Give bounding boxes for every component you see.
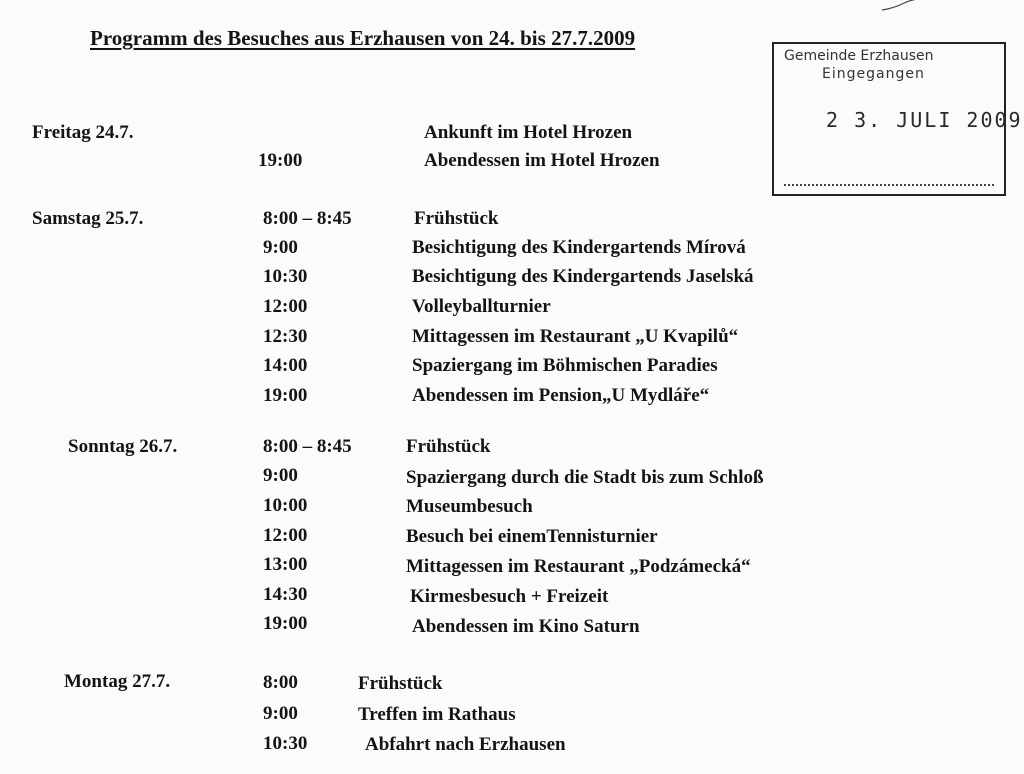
schedule-item: Besichtigung des Kindergartends Mírová [412,237,746,258]
schedule-time: 9:00 [263,237,298,258]
received-stamp [772,42,1023,196]
schedule-time: 12:00 [263,296,308,317]
schedule-item: Kirmesbesuch + Freizeit [410,586,609,607]
day-label-monday: Montag 27.7. [64,671,171,692]
day-label-saturday: Samstag 25.7. [32,208,144,229]
schedule-item: Spaziergang im Böhmischen Paradies [412,355,718,376]
schedule-item: Abfahrt nach Erzhausen [365,734,566,755]
schedule-item: Spaziergang durch die Stadt bis zum Schloß [406,467,764,488]
day-label-friday: Freitag 24.7. [32,122,134,143]
schedule-item: Abendessen im Hotel Hrozen [424,150,660,171]
schedule-time: 14:30 [263,584,308,605]
schedule-item: Volleyballturnier [412,296,551,317]
schedule-item: Besuch bei einemTennisturnier [406,526,658,547]
schedule-item: Frühstück [358,673,443,694]
pen-mark-icon [880,0,920,12]
stamp-municipality: Gemeinde Erzhausen [784,48,934,64]
schedule-time: 10:00 [263,495,308,516]
schedule-time: 10:30 [263,266,308,287]
schedule-time: 8:00 – 8:45 [263,208,352,229]
schedule-time: 8:00 [263,672,298,693]
schedule-item: Abendessen im Pension„U Mydláře“ [412,385,710,406]
schedule-time: 12:30 [263,326,308,347]
document-title: Programm des Besuches aus Erzhausen von 24. bis 27.7.2009 [90,26,636,50]
schedule-time: 13:00 [263,554,308,575]
stamp-date: 2 3. JULI 2009 [826,108,1023,132]
schedule-time: 19:00 [258,150,303,171]
schedule-item: Ankunft im Hotel Hrozen [424,122,633,143]
schedule-time: 19:00 [263,613,308,634]
schedule-time: 19:00 [263,385,308,406]
schedule-item: Besichtigung des Kindergartends Jaselská [412,266,754,287]
schedule-time: 14:00 [263,355,308,376]
schedule-item: Abendessen im Kino Saturn [412,616,640,637]
schedule-item: Treffen im Rathaus [358,704,516,725]
schedule-time: 9:00 [263,465,298,486]
schedule-time: 12:00 [263,525,308,546]
schedule-time: 8:00 – 8:45 [263,436,352,457]
stamp-signature-line [784,184,994,186]
stamp-received-label: Eingegangen [822,66,925,82]
schedule-item: Frühstück [406,436,491,457]
schedule-item: Frühstück [414,208,499,229]
schedule-time: 10:30 [263,733,308,754]
schedule-item: Museumbesuch [406,496,533,517]
schedule-item: Mittagessen im Restaurant „Podzámecká“ [406,556,751,577]
schedule-item: Mittagessen im Restaurant „U Kvapilů“ [412,326,739,347]
schedule-time: 9:00 [263,703,298,724]
day-label-sunday: Sonntag 26.7. [68,436,178,457]
